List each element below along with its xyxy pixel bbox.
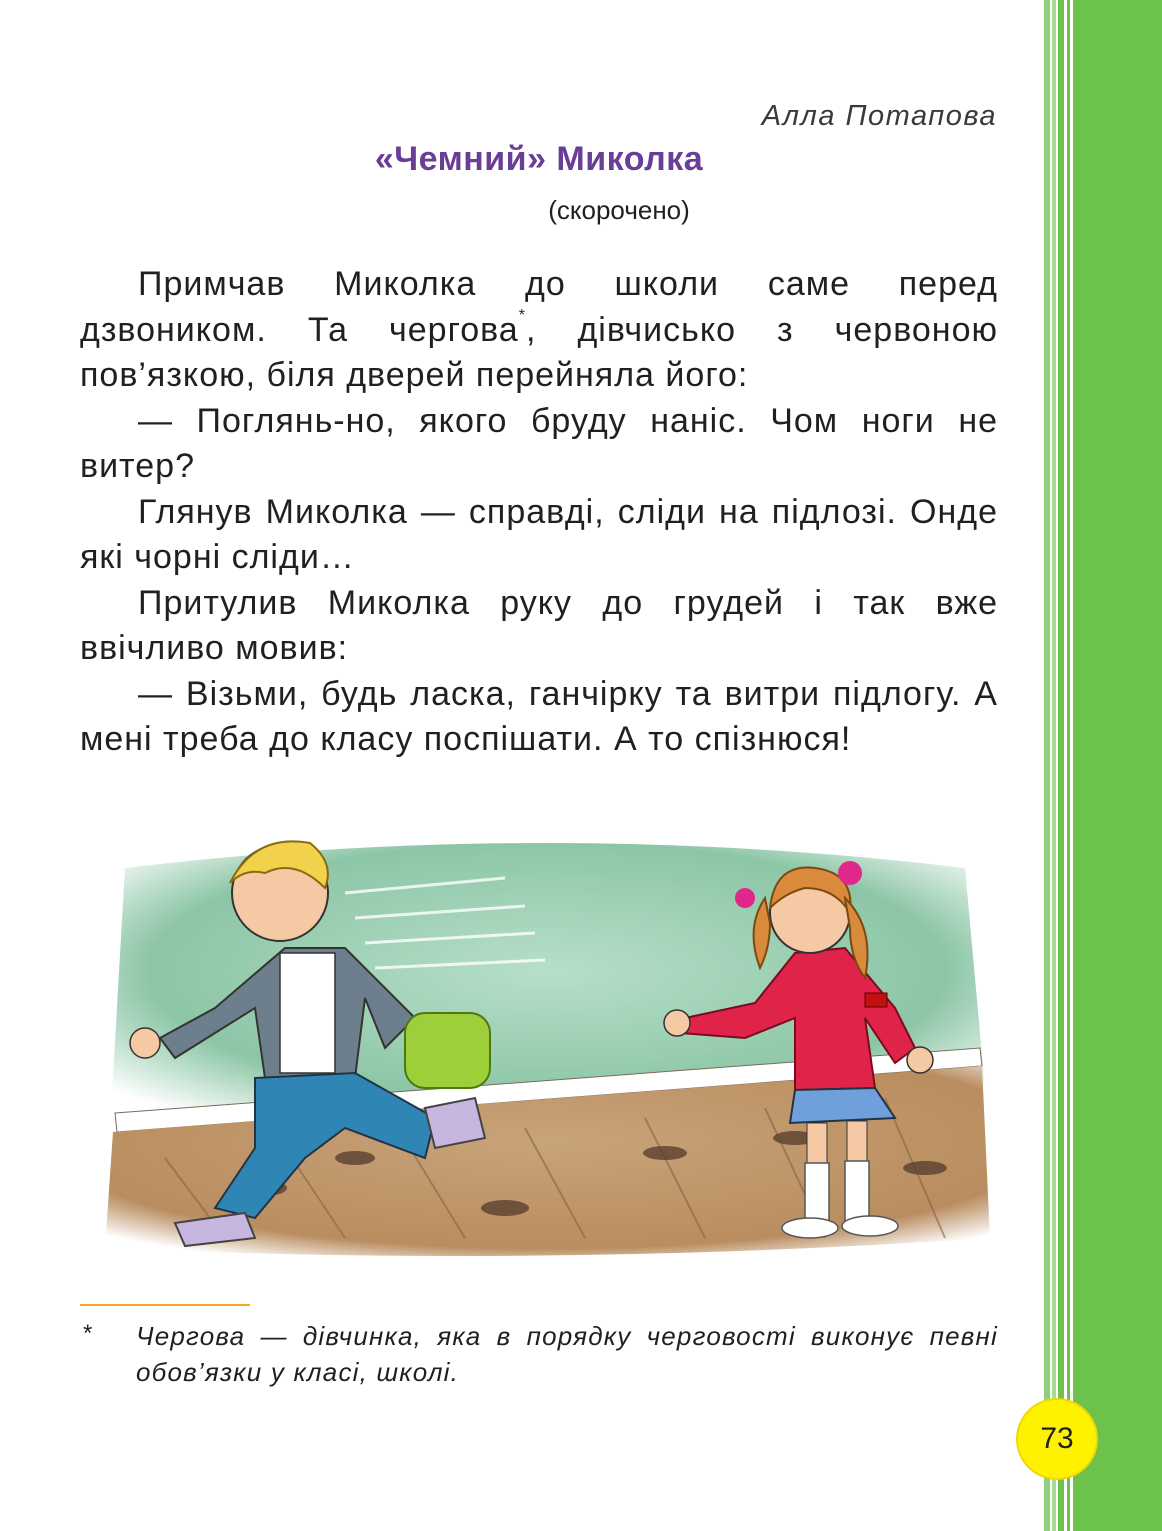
page-number: 73 <box>1040 1422 1074 1455</box>
paragraph-5: — Візьми, будь ласка, ганчірку та витри підлогу. А мені треба до класу поспішати. А то спізнюся! <box>80 674 998 758</box>
footnote-star: * <box>82 1320 92 1347</box>
footnote-text: Чергова — дівчинка, яка в порядку черговості виконує певні обов’язки у класі, школі. <box>136 1321 998 1387</box>
footnote-marker: * <box>518 306 526 324</box>
paragraph-4: Притулив Миколка руку до грудей і так вже ввічливо мовив: <box>80 583 998 667</box>
paragraph-2: — Поглянь-но, якого бруду наніс. Чом ноги не витер? <box>80 401 998 485</box>
footnote-rule <box>80 1304 250 1306</box>
paragraph-3: Глянув Миколка — справді, сліди на підлозі. Онде які чорні сліди… <box>80 492 998 576</box>
page-number-badge <box>1018 1400 1096 1478</box>
paragraph-1: Примчав Миколка до школи саме перед дзвоником. Та чергова*, дівчисько з червоною пов’язкою, біля дверей перейняла його: <box>80 265 998 394</box>
illustration-boy-and-girl <box>105 828 990 1258</box>
story-text <box>80 262 998 763</box>
story-title: «Чемний» Миколка <box>374 140 704 178</box>
author-name: Алла Потапова <box>761 100 997 132</box>
green-margin-stripes <box>1044 0 1162 1531</box>
story-subtitle: (скорочено) <box>548 195 690 225</box>
